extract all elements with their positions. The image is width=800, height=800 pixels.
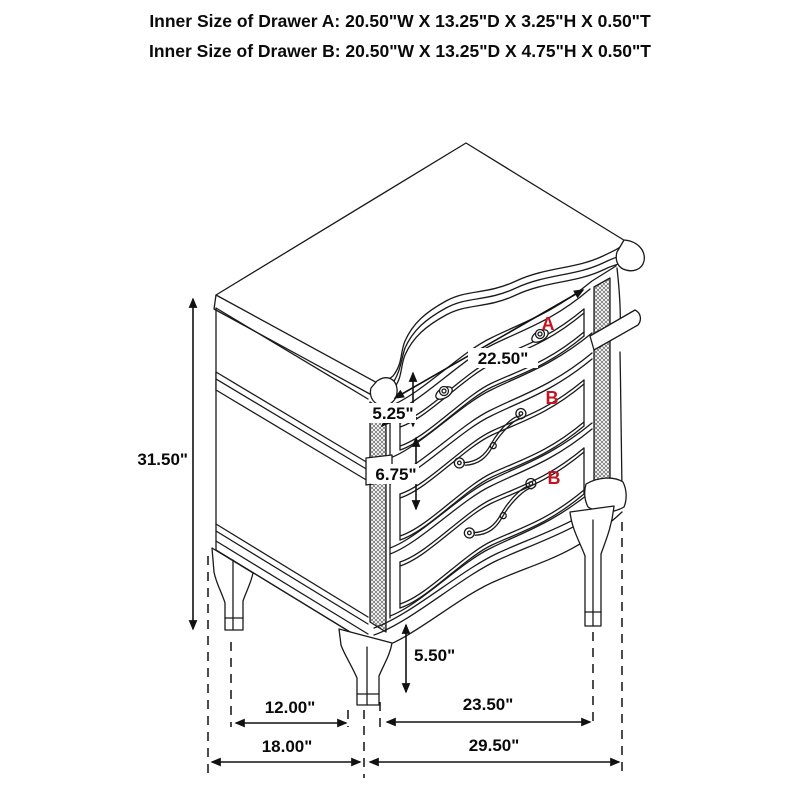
drawer-b-size-text: Inner Size of Drawer B: 20.50"W X 13.25"D X 4.75"H X 0.50"T — [149, 41, 651, 61]
header — [0, 6, 800, 66]
drawer-a-label: A — [541, 314, 555, 334]
right-leg — [570, 506, 614, 626]
overall-height-label: 31.50" — [137, 450, 188, 469]
side-inner-label: 12.00" — [264, 698, 316, 717]
dimension-labels — [137, 348, 538, 756]
right-corner-edge — [617, 268, 622, 490]
right-pilaster — [594, 278, 610, 509]
side-rail-inner-line — [216, 379, 368, 470]
drawer-b2-label: B — [547, 468, 561, 488]
top-surface — [216, 143, 627, 385]
drawer-a-size-text: Inner Size of Drawer A: 20.50"W X 13.25"D X 3.25"H X 0.50"T — [149, 11, 651, 31]
side-rail-band — [216, 372, 368, 481]
overall-depth-label: 18.00" — [261, 737, 313, 756]
nightstand-drawing — [212, 143, 644, 705]
drawer-b1-label: B — [545, 388, 559, 408]
drawer-width-label: 22.50" — [477, 349, 529, 368]
front-left-pilaster — [370, 402, 386, 632]
front-center-leg — [339, 629, 392, 705]
drawer-a-height-label: 5.25" — [372, 404, 414, 423]
dimension-lines — [193, 290, 619, 762]
front-inner-label: 23.50" — [462, 695, 514, 714]
drawer-b-height-label: 6.75" — [375, 465, 417, 484]
drawer-a-knob-left — [434, 384, 455, 402]
overall-width-label: 29.50" — [468, 736, 520, 755]
leg-height-label: 5.50" — [414, 646, 456, 665]
